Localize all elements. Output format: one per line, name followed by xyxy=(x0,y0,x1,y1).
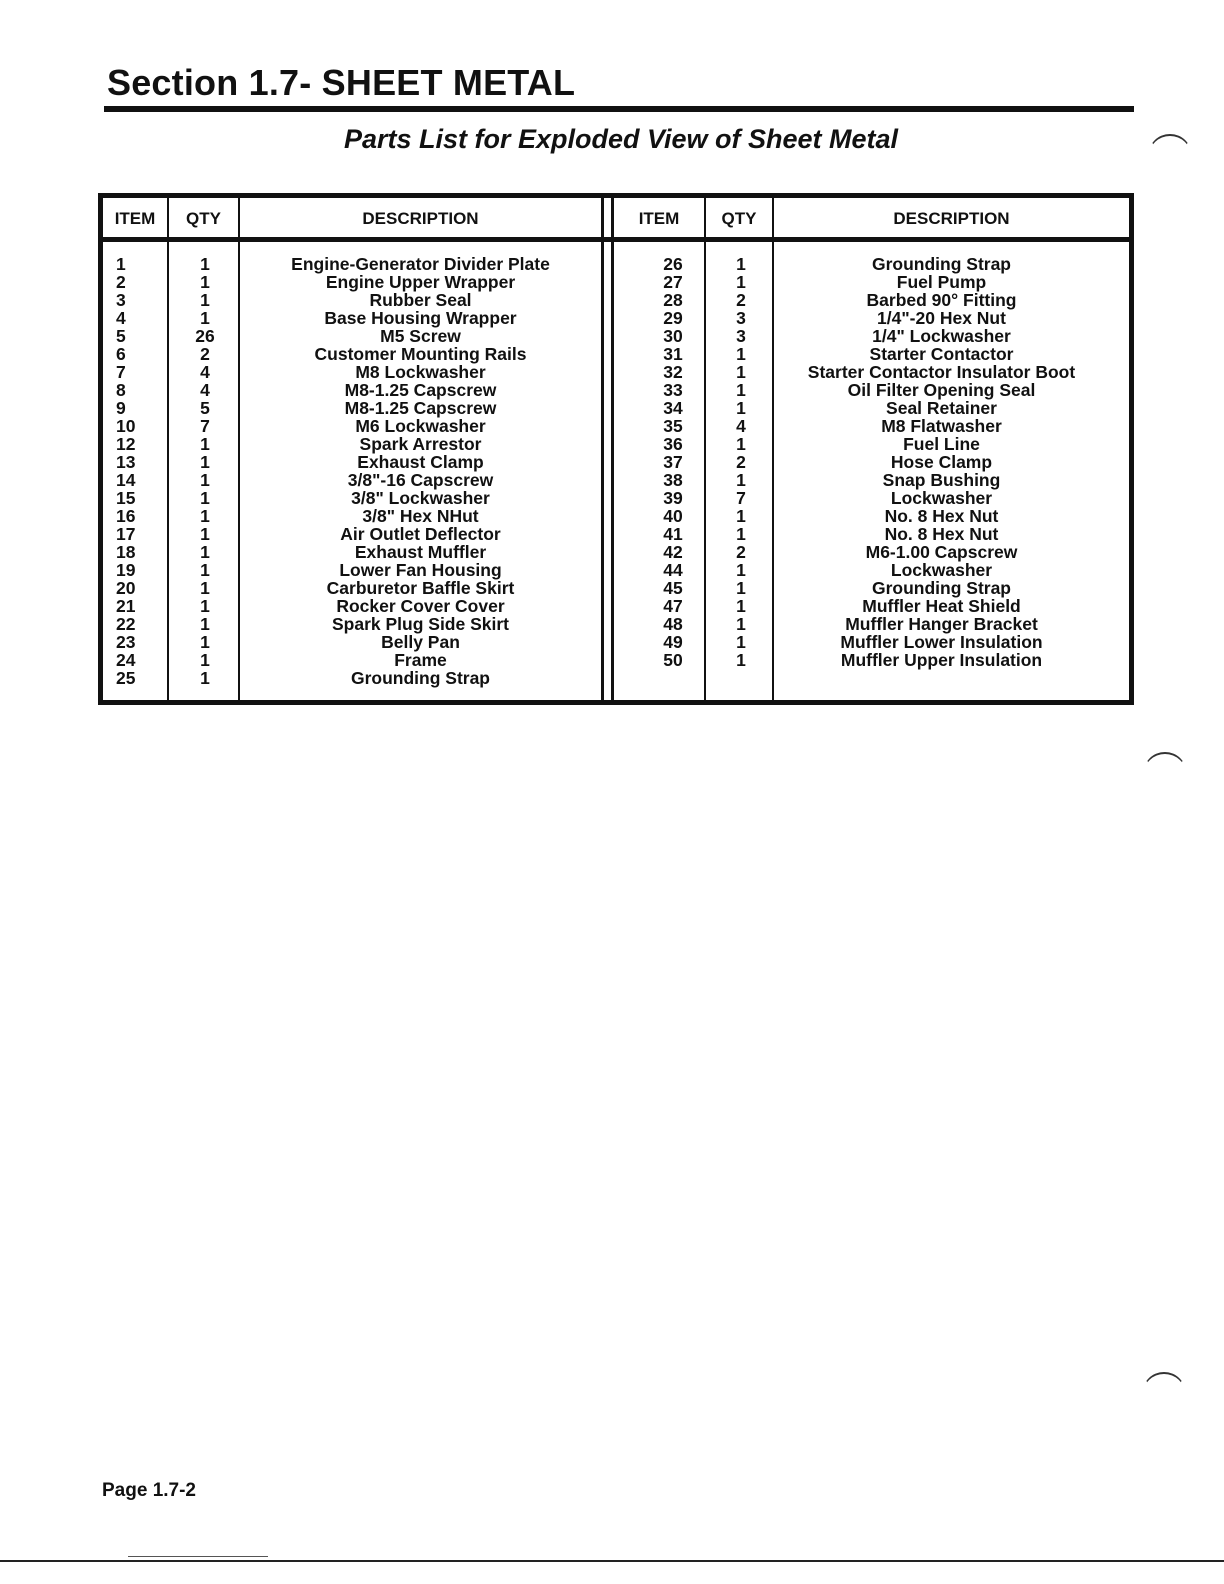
item-number-cell: 34 xyxy=(663,398,683,418)
item-number-cell: 49 xyxy=(663,632,683,652)
quantity-cell: 1 xyxy=(736,632,746,652)
description-cell: Exhaust Clamp xyxy=(357,452,484,472)
description-cell: Grounding Strap xyxy=(871,578,1012,598)
quantity-cell: 1 xyxy=(200,542,210,562)
quantity-cell: 1 xyxy=(736,344,746,364)
quantity-cell: 1 xyxy=(200,470,210,490)
description-cell: Oil Filter Opening Seal xyxy=(847,380,1036,400)
item-number-cell: 33 xyxy=(663,380,683,400)
item-number-cell: 1 xyxy=(116,254,126,274)
quantity-cell: 1 xyxy=(736,650,746,670)
item-number-cell: 5 xyxy=(116,326,126,346)
quantity-cell: 1 xyxy=(200,578,210,598)
description-cell: Snap Bushing xyxy=(882,470,1001,490)
description-cell: Muffler Hanger Bracket xyxy=(845,614,1038,634)
description-cell: Engine-Generator Divider Plate xyxy=(291,254,550,274)
description-cell: Starter Contactor xyxy=(869,344,1014,364)
quantity-cell: 1 xyxy=(200,308,210,328)
description-cell: 1/4"-20 Hex Nut xyxy=(877,308,1006,328)
item-number-cell: 10 xyxy=(116,416,136,436)
parts-table xyxy=(98,193,1134,705)
quantity-cell: 2 xyxy=(736,290,746,310)
description-cell: 3/8"-16 Capscrew xyxy=(347,470,494,490)
item-number-cell: 37 xyxy=(663,452,683,472)
description-cell: No. 8 Hex Nut xyxy=(884,506,999,526)
quantity-cell: 1 xyxy=(736,614,746,634)
item-number-cell: 15 xyxy=(116,488,136,508)
left-description-column xyxy=(240,255,601,687)
item-number-cell: 35 xyxy=(663,416,683,436)
item-number-cell: 47 xyxy=(663,596,683,616)
item-number-cell: 40 xyxy=(663,506,683,526)
header-item-left: ITEM xyxy=(114,209,156,228)
item-number-cell: 50 xyxy=(663,650,683,670)
description-cell: 3/8" Lockwasher xyxy=(351,488,490,508)
description-cell: Lockwasher xyxy=(890,560,993,580)
quantity-cell: 1 xyxy=(200,524,210,544)
item-number-cell: 39 xyxy=(663,488,683,508)
binder-hole-mark xyxy=(1148,134,1192,178)
quantity-cell: 1 xyxy=(736,596,746,616)
page-number: Page 1.7-2 xyxy=(102,1480,196,1501)
description-cell: Muffler Upper Insulation xyxy=(840,650,1043,670)
description-cell: Hose Clamp xyxy=(890,452,993,472)
item-number-cell: 29 xyxy=(663,308,683,328)
item-number-cell: 41 xyxy=(663,524,683,544)
quantity-cell: 1 xyxy=(736,362,746,382)
quantity-cell: 1 xyxy=(200,596,210,616)
item-number-cell: 9 xyxy=(116,398,126,418)
right-qty-column xyxy=(706,255,776,669)
quantity-cell: 1 xyxy=(200,668,210,688)
description-cell: Air Outlet Deflector xyxy=(340,524,501,544)
center-divider xyxy=(601,198,604,700)
description-cell: M8-1.25 Capscrew xyxy=(344,398,497,418)
quantity-cell: 1 xyxy=(200,632,210,652)
item-number-cell: 30 xyxy=(663,326,683,346)
header-description-left: DESCRIPTION xyxy=(362,209,479,228)
footer-short-rule xyxy=(128,1556,268,1557)
description-cell: M5 Screw xyxy=(380,326,461,346)
quantity-cell: 1 xyxy=(200,560,210,580)
table-subtitle: Parts List for Exploded View of Sheet Metal xyxy=(343,124,899,154)
description-cell: M8 Lockwasher xyxy=(355,362,486,382)
description-cell: Customer Mounting Rails xyxy=(314,344,527,364)
description-cell: Belly Pan xyxy=(381,632,460,652)
item-number-cell: 20 xyxy=(116,578,136,598)
description-cell: Frame xyxy=(394,650,447,670)
section-title: Section 1.7- SHEET METAL xyxy=(107,62,576,103)
description-cell: Carburetor Baffle Skirt xyxy=(326,578,515,598)
description-cell: Spark Arrestor xyxy=(359,434,482,454)
description-cell: M8 Flatwasher xyxy=(881,416,1002,436)
header-qty-left: QTY xyxy=(186,209,221,228)
quantity-cell: 3 xyxy=(736,308,746,328)
item-number-cell: 4 xyxy=(116,308,126,328)
description-cell: Rocker Cover Cover xyxy=(336,596,505,616)
description-cell: Muffler Lower Insulation xyxy=(840,632,1043,652)
description-cell: M8-1.25 Capscrew xyxy=(344,380,497,400)
item-number-cell: 16 xyxy=(116,506,136,526)
left-item-column xyxy=(116,255,166,687)
description-cell: No. 8 Hex Nut xyxy=(884,524,999,544)
item-number-cell: 19 xyxy=(116,560,136,580)
quantity-cell: 2 xyxy=(200,344,210,364)
item-number-cell: 22 xyxy=(116,614,136,634)
item-number-cell: 8 xyxy=(116,380,126,400)
item-number-cell: 24 xyxy=(116,650,136,670)
item-number-cell: 28 xyxy=(663,290,683,310)
right-description-column xyxy=(774,255,1109,669)
item-number-cell: 48 xyxy=(663,614,683,634)
quantity-cell: 1 xyxy=(200,650,210,670)
quantity-cell: 1 xyxy=(200,488,210,508)
item-number-cell: 21 xyxy=(116,596,136,616)
description-cell: Rubber Seal xyxy=(369,290,472,310)
quantity-cell: 1 xyxy=(736,578,746,598)
footer-rule xyxy=(0,1560,1224,1562)
item-number-cell: 25 xyxy=(116,668,136,688)
item-number-cell: 2 xyxy=(116,272,126,292)
description-cell: M6-1.00 Capscrew xyxy=(865,542,1018,562)
description-cell: M6 Lockwasher xyxy=(355,416,486,436)
item-number-cell: 26 xyxy=(663,254,683,274)
item-number-cell: 3 xyxy=(116,290,126,310)
quantity-cell: 1 xyxy=(736,560,746,580)
description-cell: Exhaust Muffler xyxy=(354,542,487,562)
item-number-cell: 32 xyxy=(663,362,683,382)
quantity-cell: 4 xyxy=(200,362,210,382)
item-number-cell: 31 xyxy=(663,344,683,364)
header-qty-right: QTY xyxy=(721,209,757,228)
quantity-cell: 2 xyxy=(736,452,746,472)
description-cell: Lower Fan Housing xyxy=(339,560,502,580)
description-cell: Fuel Pump xyxy=(896,272,987,292)
item-number-cell: 44 xyxy=(663,560,683,580)
description-cell: Base Housing Wrapper xyxy=(324,308,517,328)
header-description-right: DESCRIPTION xyxy=(893,209,1010,228)
description-cell: Grounding Strap xyxy=(350,668,491,688)
item-number-cell: 14 xyxy=(116,470,136,490)
quantity-cell: 7 xyxy=(200,416,210,436)
center-divider xyxy=(611,198,614,700)
quantity-cell: 1 xyxy=(200,434,210,454)
description-cell: 1/4" Lockwasher xyxy=(872,326,1011,346)
header-item-right: ITEM xyxy=(638,209,680,228)
item-number-cell: 36 xyxy=(663,434,683,454)
description-cell: Fuel Line xyxy=(903,434,980,454)
quantity-cell: 1 xyxy=(736,434,746,454)
description-cell: Spark Plug Side Skirt xyxy=(332,614,509,634)
quantity-cell: 7 xyxy=(736,488,746,508)
item-number-cell: 27 xyxy=(663,272,683,292)
quantity-cell: 1 xyxy=(736,380,746,400)
quantity-cell: 2 xyxy=(736,542,746,562)
quantity-cell: 4 xyxy=(200,380,210,400)
item-number-cell: 17 xyxy=(116,524,136,544)
description-cell: Engine Upper Wrapper xyxy=(325,272,516,292)
quantity-cell: 1 xyxy=(200,614,210,634)
quantity-cell: 26 xyxy=(195,326,215,346)
quantity-cell: 5 xyxy=(200,398,210,418)
description-cell: Lockwasher xyxy=(890,488,993,508)
item-number-cell: 6 xyxy=(116,344,126,364)
quantity-cell: 1 xyxy=(200,272,210,292)
quantity-cell: 1 xyxy=(736,470,746,490)
quantity-cell: 1 xyxy=(200,506,210,526)
title-rule xyxy=(104,106,1134,112)
item-number-cell: 7 xyxy=(116,362,126,382)
binder-hole-mark xyxy=(1143,752,1187,796)
quantity-cell: 3 xyxy=(736,326,746,346)
description-cell: 3/8" Hex NHut xyxy=(362,506,479,526)
description-cell: Seal Retainer xyxy=(886,398,997,418)
quantity-cell: 1 xyxy=(736,272,746,292)
quantity-cell: 1 xyxy=(736,254,746,274)
quantity-cell: 1 xyxy=(200,254,210,274)
item-number-cell: 38 xyxy=(663,470,683,490)
binder-hole-mark xyxy=(1142,1372,1186,1416)
description-cell: Grounding Strap xyxy=(871,254,1012,274)
item-number-cell: 23 xyxy=(116,632,136,652)
quantity-cell: 4 xyxy=(736,416,746,436)
quantity-cell: 1 xyxy=(200,452,210,472)
left-qty-column xyxy=(169,255,241,687)
quantity-cell: 1 xyxy=(736,506,746,526)
quantity-cell: 1 xyxy=(200,290,210,310)
description-cell: Muffler Heat Shield xyxy=(862,596,1021,616)
description-cell: Barbed 90° Fitting xyxy=(866,290,1017,310)
item-number-cell: 42 xyxy=(663,542,683,562)
quantity-cell: 1 xyxy=(736,398,746,418)
item-number-cell: 13 xyxy=(116,452,136,472)
item-number-cell: 45 xyxy=(663,578,683,598)
description-cell: Starter Contactor Insulator Boot xyxy=(807,362,1076,382)
quantity-cell: 1 xyxy=(736,524,746,544)
item-number-cell: 12 xyxy=(116,434,136,454)
item-number-cell: 18 xyxy=(116,542,136,562)
